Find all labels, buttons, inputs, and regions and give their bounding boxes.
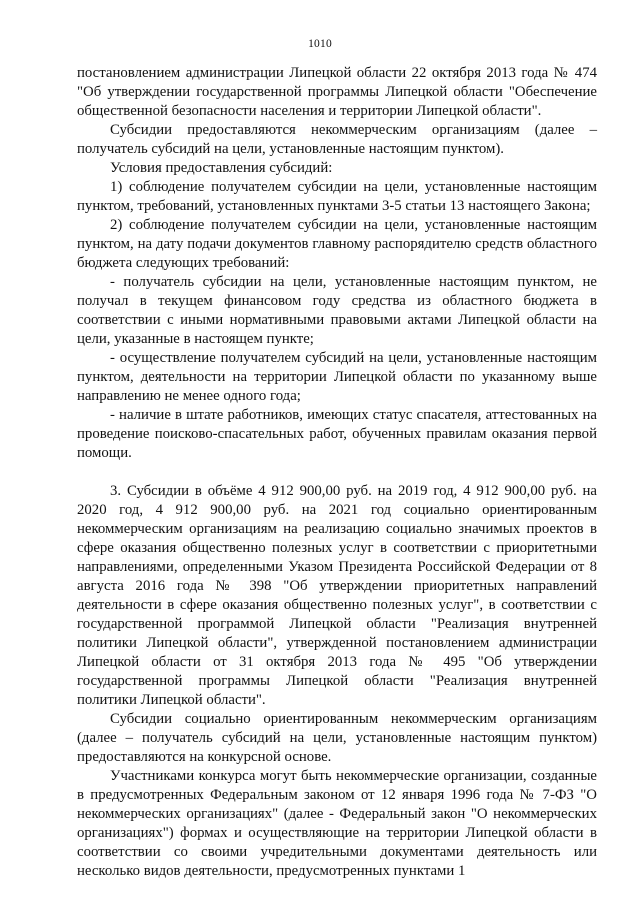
paragraph-6: - получатель субсидии на цели, установленные настоящим пунктом, не получал в текущем финансовом году средства из областного бюджета в соответствии с иными нормативными правовыми актами Липецкой области на цели, указанные в настоящем пункте; [77, 274, 597, 347]
paragraph-1: постановлением администрации Липецкой области 22 октября 2013 года № 474 "Об утверждении государственной программы Липецкой области "Обеспечение общественной безопасности населения и территории Липецкой области". [77, 65, 597, 119]
paragraph-2: Субсидии предоставляются некоммерческим организациям (далее – получатель субсидий на цели, установленные настоящим пунктом). [77, 122, 597, 157]
paragraph-3: Условия предоставления субсидий: [110, 160, 333, 176]
section-gap [77, 463, 597, 482]
paragraph-10: Субсидии социально ориентированным некоммерческим организациям (далее – получатель субсидий на цели, установленные настоящим пунктом) предоставляются на конкурсной основе. [77, 711, 597, 765]
document-body [77, 64, 597, 881]
paragraph-9: 3. Субсидии в объёме 4 912 900,00 руб. на 2019 год, 4 912 900,00 руб. на 2020 год, 4 912 900,00 руб. на 2021 год социально ориентированным некоммерческим организациям на реализацию социально значимых проектов в сфере оказания общественно полезных услуг в соответствии с приоритетными направлениями, определенными Указом Президента Российской Федерации от 8 августа 2016 года № 398 "Об утверждении приоритетных направлений деятельности в сфере оказания общественно полезных услуг", в соответствии с государственной программой Липецкой области "Реализация внутренней политики Липецкой области", утвержденной постановлением администрации Липецкой области от 31 октября 2013 года № 495 "Об утверждении государственной программы Липецкой области "Реализация внутренней политики Липецкой области". [77, 483, 597, 708]
paragraph-4: 1) соблюдение получателем субсидии на цели, установленные настоящим пунктом, требований, установленных пунктами 3-5 статьи 13 настоящего Закона; [77, 179, 597, 214]
paragraph-11: Участниками конкурса могут быть некоммерческие организации, созданные в предусмотренных Федеральным законом от 12 января 1996 года № 7-ФЗ "О некоммерческих организациях" (далее - Федеральный закон "О некоммерческих организациях") формах и осуществляющие на территории Липецкой области в соответствии со своими учредительными документами деятельность или несколько видов деятельности, предусмотренных пунктами 1 [77, 768, 597, 879]
paragraph-8: - наличие в штате работников, имеющих статус спасателя, аттестованных на проведение поисково-спасательных работ, обученных правилам оказания первой помощи. [77, 407, 597, 461]
paragraph-5: 2) соблюдение получателем субсидии на цели, установленные настоящим пунктом, на дату подачи документов главному распорядителю средств областного бюджета следующих требований: [77, 217, 597, 271]
page-number: 1010 [308, 38, 332, 50]
paragraph-7: - осуществление получателем субсидий на цели, установленные настоящим пунктом, деятельности на территории Липецкой области по указанному выше направлению не менее одного года; [77, 350, 597, 404]
